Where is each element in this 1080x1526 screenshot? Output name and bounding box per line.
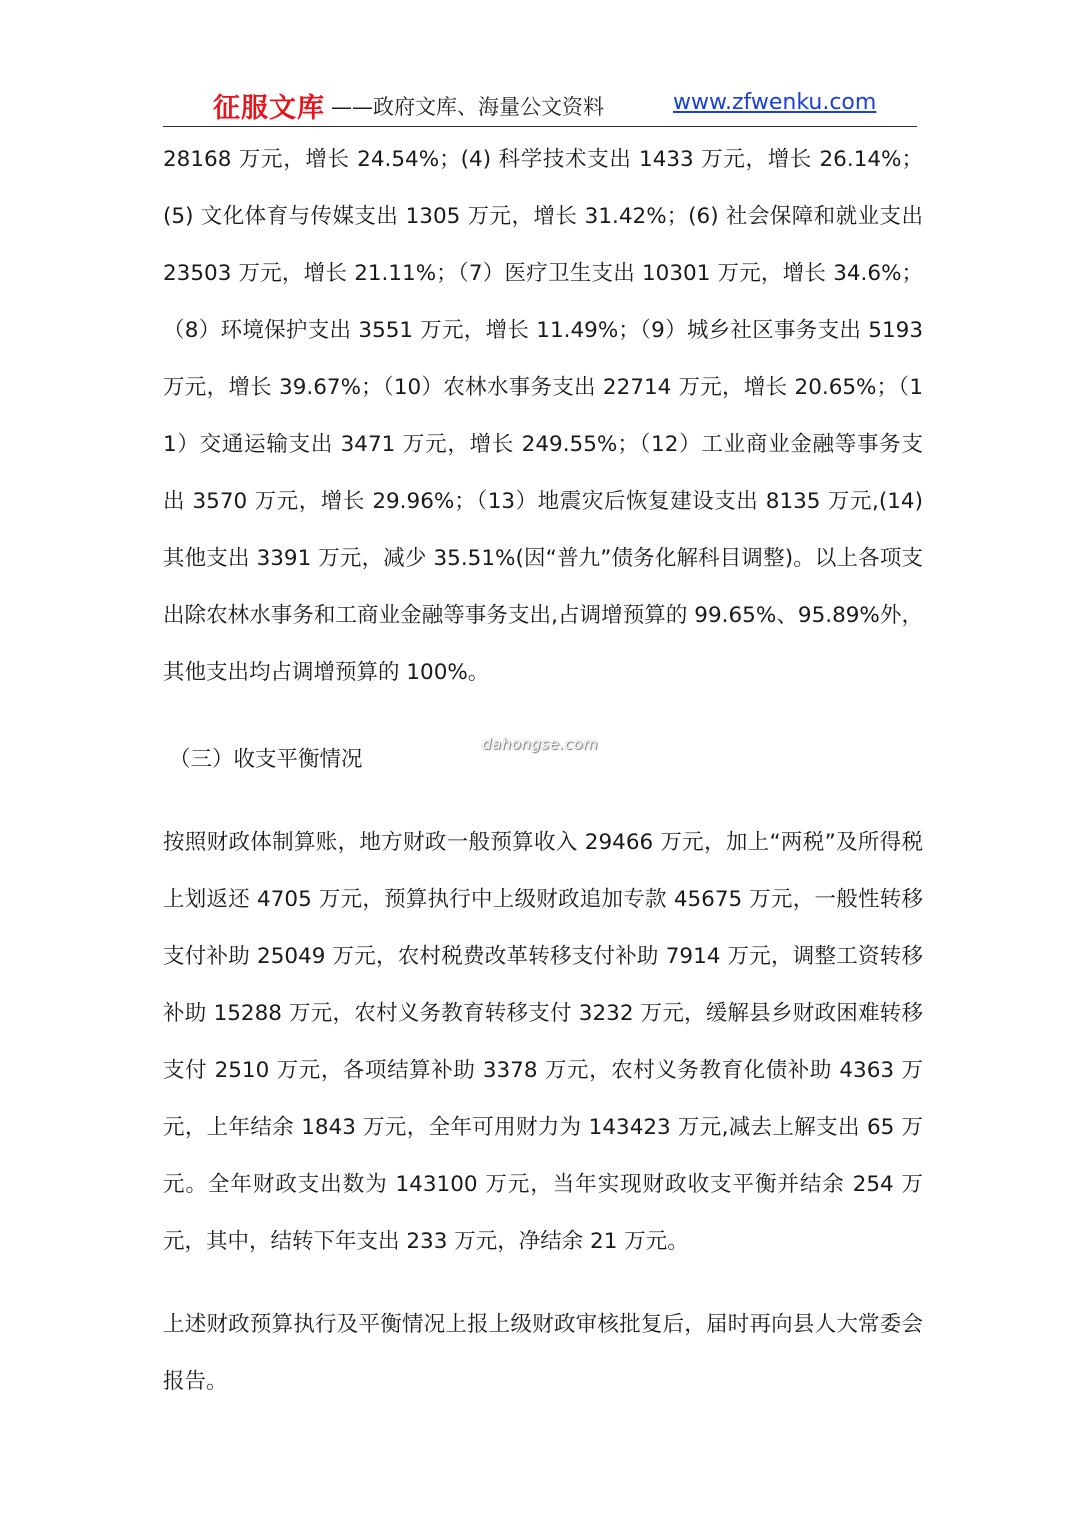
header-tagline: ——政府文库、海量公文资料: [331, 95, 604, 119]
watermark-text: dahongse.com: [482, 735, 599, 753]
document-body: [163, 131, 923, 1410]
paragraph-expenditure-items: 28168 万元，增长 24.54%；(4) 科学技术支出 1433 万元，增长 26.14%；(5) 文化体育与传媒支出 1305 万元，增长 31.42%；(6) 社会保障和就业支出 23503 万元，增长 21.11%；（7）医疗卫生支出 10301 万元，增长 34.6%；（8）环境保护支出 3551 万元，增长 11.49%；（9）城乡社区事务支出 5193 万元，增长 39.67%；（10）农林水事务支出 22714 万元，增长 20.65%；（11）交通运输支出 3471 万元，增长 249.55%；（12）工业商业金融等事务支出 3570 万元，增长 29.96%；（13）地震灾后恢复建设支出 8135 万元,(14)其他支出 3391 万元，减少 35.51%(因“普九”债务化解科目调整)。以上各项支出除农林水事务和工商业金融等事务支出,占调增预算的 99.65%、95.89%外，其他支出均占调增预算的 100%。: [163, 147, 923, 685]
paragraph-revenue-balance: 按照财政体制算账，地方财政一般预算收入 29466 万元，加上“两税”及所得税上划返还 4705 万元，预算执行中上级财政追加专款 45675 万元，一般性转移支付补助 25049 万元，农村税费改革转移支付补助 7914 万元，调整工资转移补助 15288 万元，农村义务教育转移支付 3232 万元，缓解县乡财政困难转移支付 2510 万元，各项结算补助 3378 万元，农村义务教育化债补助 4363 万元，上年结余 1843 万元，全年可用财力为 143423 万元,减去上解支出 65 万元。全年财政支出数为 143100 万元，当年实现财政收支平衡并结余 254 万元，其中，结转下年支出 233 万元，净结余 21 万元。: [163, 830, 923, 1254]
header-divider: [163, 126, 917, 127]
page-header: [163, 84, 917, 126]
paragraph-report: 上述财政预算执行及平衡情况上报上级财政审核批复后，届时再向县人大常委会报告。: [163, 1312, 923, 1394]
brand-logo-text: 征服文库: [213, 93, 325, 124]
website-link[interactable]: www.zfwenku.com: [673, 90, 877, 115]
section-heading-balance: （三）收支平衡情况: [169, 747, 363, 772]
